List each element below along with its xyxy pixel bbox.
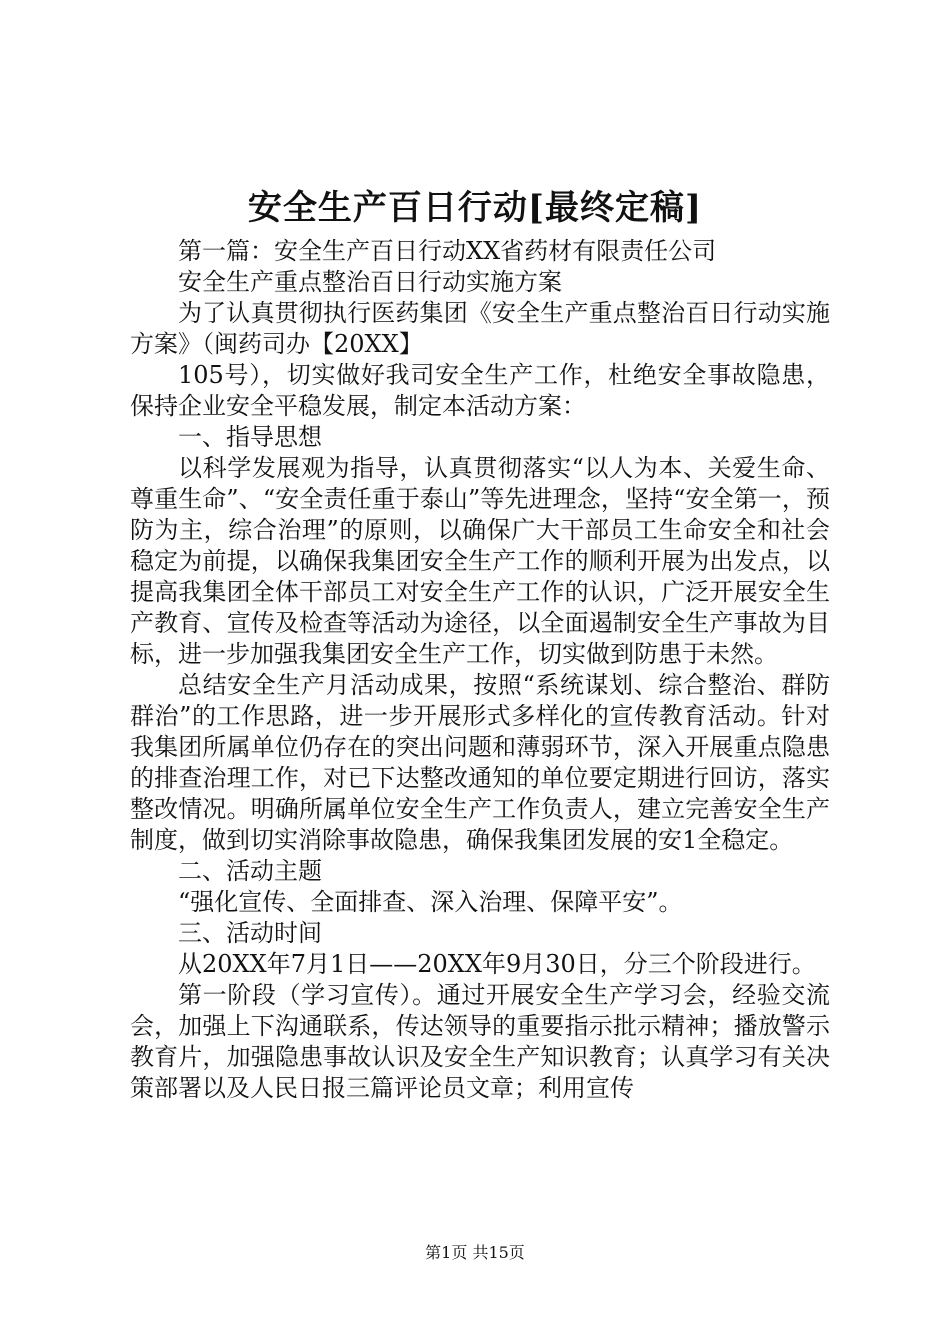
paragraph-summary: 总结安全生产月活动成果，按照“系统谋划、综合整治、群防群治”的工作思路，进一步开展形式多样化的宣传教育活动。针对我集团所属单位仍存在的突出问题和薄弱环节，深入开展重点隐患的排查治理工作，对已下达整改通知的单位要定期进行回访，落实整改情况。明确所属单位安全生产工作负责人，建立完善安全生产制度，做到切实消除事故隐患，确保我集团发展的安1全稳定。 bbox=[130, 671, 830, 854]
paragraph-plan-title: 安全生产重点整治百日行动实施方案 bbox=[178, 268, 562, 296]
paragraph-intro-continued: 105号），切实做好我司安全生产工作，杜绝安全事故隐患，保持企业安全平稳发展，制定本活动方案： bbox=[130, 361, 830, 420]
paragraph-phase-one: 第一阶段（学习宣传）。通过开展安全生产学习会，经验交流会，加强上下沟通联系，传达领导的重要指示批示精神；播放警示教育片，加强隐患事故认识及安全生产知识教育；认真学习有关决策部署以及人民日报三篇评论员文章；利用宣传 bbox=[130, 981, 830, 1102]
document-body bbox=[130, 236, 830, 1104]
section-heading-guiding-ideology: 一、指导思想 bbox=[178, 423, 322, 451]
document-title: 安全生产百日行动[最终定稿] bbox=[247, 188, 703, 228]
page-footer: 第1页 共15页 bbox=[425, 1243, 525, 1262]
section-heading-theme: 二、活动主题 bbox=[178, 857, 322, 885]
paragraph-intro: 为了认真贯彻执行医药集团《安全生产重点整治百日行动实施方案》（闽药司办【20XX】 bbox=[130, 299, 830, 358]
section-heading-time: 三、活动时间 bbox=[178, 919, 322, 947]
paragraph-guiding-ideology: 以科学发展观为指导，认真贯彻落实“以人为本、关爱生命、尊重生命”、“安全责任重于泰山”等先进理念，坚持“安全第一，预防为主，综合治理”的原则，以确保广大干部员工生命安全和社会稳定为前提，以确保我集团安全生产工作的顺利开展为出发点，以提高我集团全体干部员工对安全生产工作的认识，广泛开展安全生产教育、宣传及检查等活动为途径，以全面遏制安全生产事故为目标，进一步加强我集团安全生产工作，切实做到防患于未然。 bbox=[130, 454, 830, 668]
paragraph-chapter-heading: 第一篇：安全生产百日行动XX省药材有限责任公司 bbox=[178, 237, 717, 265]
paragraph-theme: “强化宣传、全面排查、深入治理、保障平安”。 bbox=[178, 888, 683, 916]
paragraph-time: 从20XX年7月1日——20XX年9月30日，分三个阶段进行。 bbox=[178, 950, 816, 978]
